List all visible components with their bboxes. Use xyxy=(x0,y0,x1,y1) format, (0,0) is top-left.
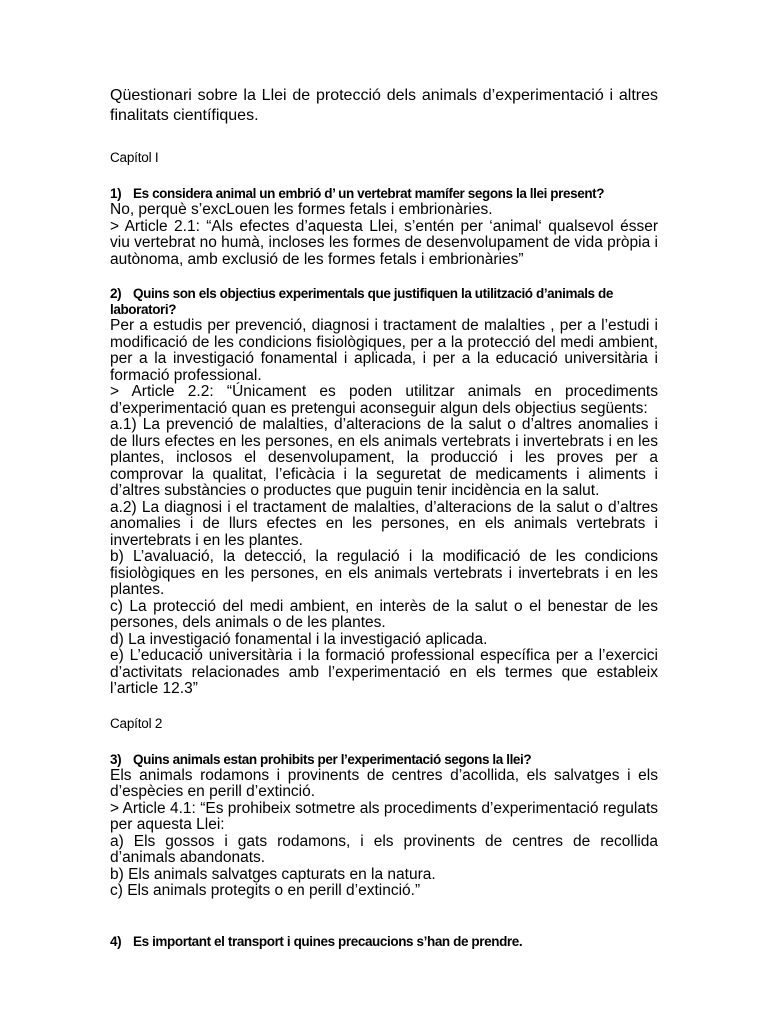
answer-paragraph: > Article 2.2: “Únicament es poden utilitzar animals en procediments d’experimentació quan es pretengui aconseguir algun dels objectius següents: xyxy=(110,383,658,417)
document-title: Qüestionari sobre la Llei de protecció dels animals d’experimentació i altres finalitats científiques. xyxy=(110,87,658,124)
question-heading xyxy=(110,752,658,768)
document-page xyxy=(110,86,658,968)
question-block xyxy=(110,286,658,698)
answer-paragraph: a) Els gossos i gats rodamons, i els provinents de centres de recollida d’animals abandonats. xyxy=(110,832,658,866)
answer-paragraph: d) La investigació fonamental i la investigació aplicada. xyxy=(110,630,488,648)
answer-paragraph: a.1) La prevenció de malalties, d’alteracions de la salut o d’altres anomalies i de llurs efectes en les persones, en els animals vertebrats i invertebrats i en les plantes, inclosos el desenvolupament, la producció i les proves per a comprovar la qualitat, l’eficàcia i la seguretat de medicaments i aliments i d’altres substàncies o productes que puguin tenir incidència en la salut. xyxy=(110,416,658,499)
chapter-heading: Capítol I xyxy=(110,150,159,165)
question-text: Quins animals estan prohibits per l’experimentació segons la llei? xyxy=(133,751,532,767)
answer-paragraph: No, perquè s’excLouen les formes fetals i embrionàries. xyxy=(110,201,493,218)
question-heading xyxy=(110,934,658,950)
answer-paragraph: b) L’avaluació, la detecció, la regulació i la modificació de les condicions fisiològiques en les persones, en els animals vertebrats i invertebrats i en les plantes. xyxy=(110,548,658,598)
answer-paragraph: c) Els animals protegits o en perill d’extinció.” xyxy=(110,882,421,899)
question-block xyxy=(110,752,658,900)
answer-paragraph: c) La protecció del medi ambient, en interès de la salut o el benestar de les persones, dels animals o de les plantes. xyxy=(110,597,658,631)
question-number: 1) xyxy=(110,186,122,201)
question-heading xyxy=(110,186,658,202)
question-block xyxy=(110,186,658,268)
answer-paragraph: Els animals rodamons i provinents de centres d’acollida, els salvatges i els d’espècies en perill d’extinció. xyxy=(110,766,658,800)
question-number: 3) xyxy=(110,751,122,767)
question-text: Es important el transport i quines precaucions s’han de prendre. xyxy=(133,933,523,949)
question-heading xyxy=(110,286,658,318)
question-number: 4) xyxy=(110,933,122,949)
answer-paragraph: Per a estudis per prevenció, diagnosi i tractament de malalties , per a l’estudi i modificació de les condicions fisiològiques, per a la protecció del medi ambient, per a la investigació fonamental i aplicada, i per a la educació universitària i formació professional. xyxy=(110,317,658,384)
answer-paragraph: b) Els animals salvatges capturats en la natura. xyxy=(110,865,436,883)
chapter-heading: Capítol 2 xyxy=(110,715,163,731)
answer-paragraph: > Article 4.1: “Es prohibeix sotmetre als procediments d’experimentació regulats per aquesta Llei: xyxy=(110,799,658,833)
question-number: 2) xyxy=(110,286,122,301)
question-text: Es considera animal un embrió d’ un vertebrat mamífer segons la llei present? xyxy=(133,186,605,201)
answer-paragraph: e) L’educació universitària i la formació professional específica per a l’exercici d’activitats relacionades amb l’experimentació en els termes que estableix l’article 12.3” xyxy=(110,647,658,697)
answer-paragraph: > Article 2.1: “Als efectes d’aquesta Llei, s’entén per ‘animal‘ qualsevol ésser viu vertebrat no humà, incloses les formes de desenvolupament de vida pròpia i autònoma, amb exclusió de les formes fetals i embrionàries” xyxy=(110,217,658,268)
answer-paragraph: a.2) La diagnosi i el tractament de malalties, d’alteracions de la salut o d’altres anomalies i de llurs efectes en les persones, en els animals vertebrats i invertebrats i en les plantes. xyxy=(110,498,658,549)
question-text: Quins son els objectius experimentals que justifiquen la utilització d’animals de laboratori? xyxy=(110,286,613,317)
spacer xyxy=(110,918,658,934)
question-block xyxy=(110,934,658,950)
